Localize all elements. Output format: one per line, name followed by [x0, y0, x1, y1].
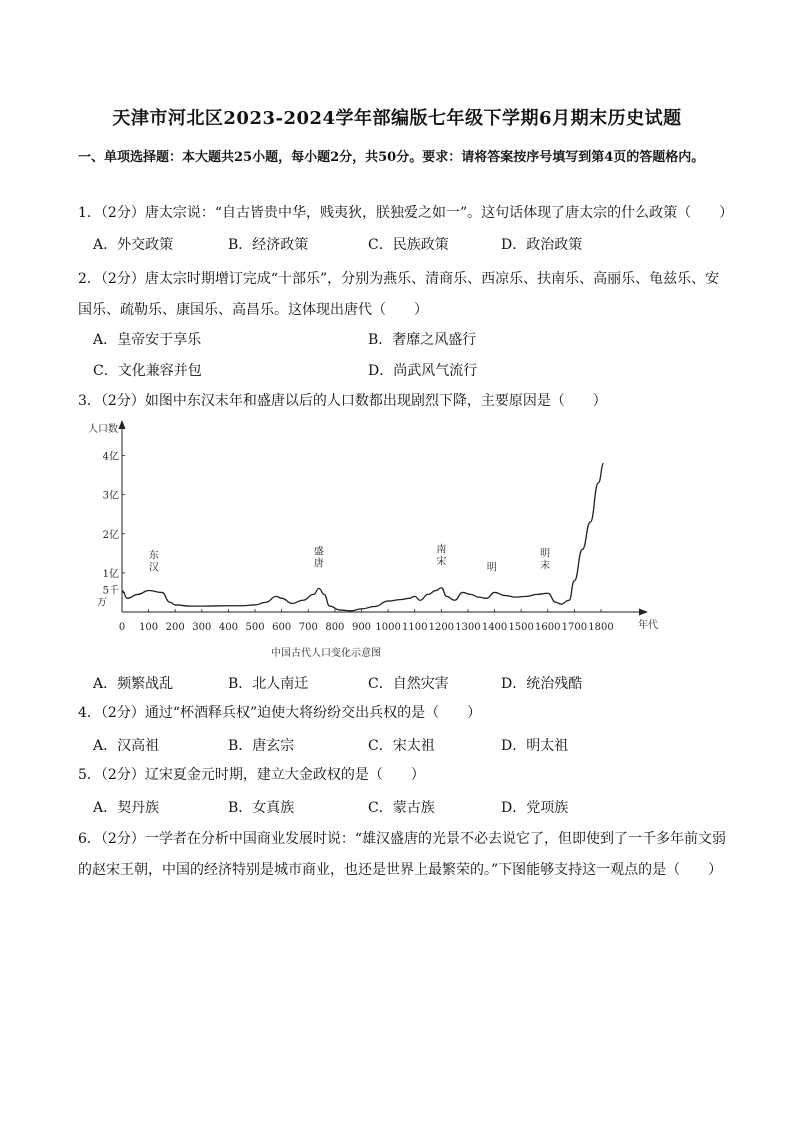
option-b[interactable]: B．经济政策 — [228, 237, 309, 253]
x-tick-label: 1000 — [375, 622, 401, 633]
y-axis-arrow — [119, 420, 126, 429]
population-line — [122, 463, 604, 610]
x-axis-arrow — [639, 609, 648, 616]
question-5: 5．（2分）辽宋夏金元时期，建立大金政权的是（ ） — [78, 767, 425, 783]
annotation-东汉: 汉 — [148, 562, 159, 574]
option-c[interactable]: C．宋太祖 — [368, 738, 435, 754]
option-d[interactable]: D．党项族 — [501, 800, 569, 816]
x-tick-label: 1600 — [535, 622, 561, 633]
question-3-options — [93, 673, 653, 695]
question-6: 6．（2分）一学者在分析中国商业发展时说：“雄汉盛唐的光景不必去说它了，但即使到了一千多年前文弱的赵宋王朝，中国的经济特别是城市商业，也还是世界上最繁荣的。”下图能够支持这一观点的是（ ） — [78, 831, 726, 878]
y-tick-label-cont: 万 — [97, 597, 107, 609]
x-tick-label: 300 — [192, 622, 212, 633]
option-b[interactable]: B．北人南迁 — [228, 676, 309, 692]
question-2-options — [93, 329, 653, 351]
annotation-南宋: 南 — [436, 544, 447, 556]
annotation-南宋: 宋 — [436, 556, 447, 568]
question-2-options-row2 — [93, 360, 653, 382]
annotation-明末: 末 — [540, 560, 551, 572]
x-tick-label: 900 — [351, 622, 372, 633]
option-c[interactable]: C．民族政策 — [368, 237, 449, 253]
x-tick-label: 100 — [139, 622, 159, 633]
x-tick-label: 400 — [218, 622, 238, 633]
option-d[interactable]: D．明太祖 — [501, 738, 569, 754]
question-1-options — [93, 234, 653, 256]
x-tick-label: 1500 — [508, 622, 534, 633]
y-tick-label: 4亿 — [102, 451, 119, 463]
option-d[interactable]: D．尚武风气流行 — [368, 363, 478, 379]
y-tick-label: 2亿 — [102, 529, 119, 541]
option-d[interactable]: D．统治残酷 — [501, 676, 583, 692]
question-3: 3．（2分）如图中东汉末年和盛唐以后的人口数都出现剧烈下降，主要原因是（ ） — [78, 393, 607, 409]
option-b[interactable]: B．女真族 — [228, 800, 295, 816]
section-heading: 一、单项选择题：本大题共25小题，每小题2分，共50分。要求：请将答案按序号填写到第4页的答题格内。 — [78, 150, 705, 165]
question-2: 2．（2分）唐太宗时期增订完成“十部乐”，分别为燕乐、清商乐、西凉乐、扶南乐、高丽乐、龟兹乐、安国乐、疏勒乐、康国乐、高昌乐。这体现出唐代（ ） — [78, 271, 720, 318]
y-tick-label: 1亿 — [102, 568, 119, 580]
question-5-options — [93, 797, 653, 819]
x-tick-label: 1700 — [561, 622, 588, 633]
x-tick-label: 1100 — [401, 622, 428, 633]
x-tick-label: 1200 — [428, 622, 455, 633]
annotation-东汉: 东 — [148, 550, 159, 562]
x-tick-label: 500 — [245, 622, 265, 633]
x-tick-label: 1300 — [455, 622, 481, 633]
option-c[interactable]: C．蒙古族 — [368, 800, 435, 816]
option-a[interactable]: A．汉高祖 — [93, 738, 160, 754]
option-c[interactable]: C．自然灾害 — [368, 676, 449, 692]
y-tick-label: 5千 — [102, 585, 119, 597]
annotation-盛唐: 盛 — [313, 546, 324, 558]
x-tick-label: 0 — [118, 622, 126, 633]
option-a[interactable]: A．频繁战乱 — [93, 676, 174, 692]
x-tick-label: 600 — [272, 622, 292, 633]
option-b[interactable]: B．奢靡之风盛行 — [368, 332, 477, 348]
option-a[interactable]: A．外交政策 — [93, 237, 174, 253]
x-axis-label: 年代 — [638, 620, 658, 631]
option-d[interactable]: D．政治政策 — [501, 237, 583, 253]
x-tick-label: 1400 — [481, 622, 508, 633]
y-tick-label: 3亿 — [102, 490, 119, 502]
page-title: 天津市河北区2023-2024学年部编版七年级下学期6月期末历史试题 — [112, 108, 682, 129]
option-a[interactable]: A．契丹族 — [93, 800, 160, 816]
population-chart — [86, 416, 666, 666]
question-4-options — [93, 735, 653, 757]
option-a[interactable]: A．皇帝安于享乐 — [93, 332, 202, 348]
question-4: 4．（2分）通过“杯酒释兵权”迫使大将纷纷交出兵权的是（ ） — [78, 705, 482, 721]
x-tick-label: 1800 — [588, 622, 614, 633]
x-tick-label: 800 — [325, 622, 345, 633]
option-b[interactable]: B．唐玄宗 — [228, 738, 295, 754]
question-1: 1．（2分）唐太宗说：“自古皆贵中华，贱夷狄，朕独爱之如一”。这句话体现了唐太宗的什么政策（ ） — [78, 205, 734, 221]
y-axis-label: 人口数 — [88, 424, 118, 435]
annotation-明: 明 — [486, 562, 497, 574]
x-tick-label: 200 — [165, 622, 185, 633]
annotation-明末: 明 — [540, 548, 551, 560]
option-c[interactable]: C．文化兼容并包 — [93, 363, 202, 379]
annotation-盛唐: 唐 — [313, 558, 324, 570]
chart-title: 中国古代人口变化示意图 — [271, 648, 381, 659]
x-tick-label: 700 — [298, 622, 318, 633]
